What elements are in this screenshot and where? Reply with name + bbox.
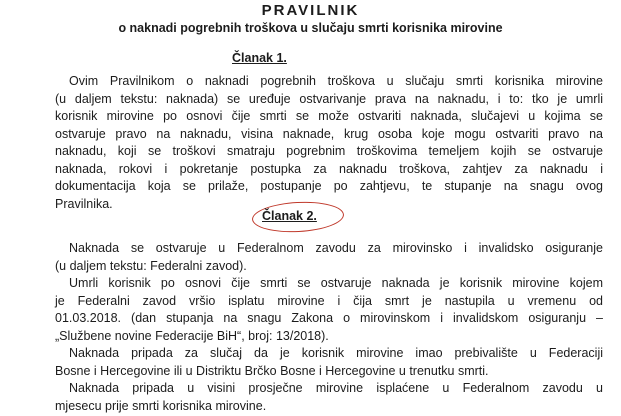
article-1-line: Pravilnika. bbox=[55, 196, 113, 211]
article-2-line: je Federalni zavod vršio isplatu mirovine i čija smrt je nastupila u vremenu od bbox=[55, 293, 603, 308]
article-2-line: (u daljem tekstu: Federalni zavod). bbox=[55, 258, 247, 273]
article-2-line: Naknada pripada u visini prosječne mirovine isplaćene u Federalnom zavodu u bbox=[69, 381, 603, 395]
article-2-heading: Članak 2. bbox=[262, 209, 317, 223]
article-2-paragraph bbox=[55, 240, 603, 415]
article-2-line: Naknada pripada za slučaj da je korisnik mirovine imao prebivalište u Federaciji bbox=[69, 346, 603, 360]
article-2-heading-wrap bbox=[262, 209, 317, 223]
document-subtitle: o naknadi pogrebnih troškova u slučaju smrti korisnika mirovine bbox=[118, 21, 503, 35]
article-2-line: Naknada se ostvaruje u Federalnom zavodu za mirovinsko i invalidsko osiguranje bbox=[69, 241, 603, 255]
article-1-line: dokumentacija koja se prilaže, postupanje po zahtjevu, te stupanje na snagu ovog bbox=[55, 179, 603, 193]
article-1-paragraph bbox=[55, 73, 603, 213]
document-title: PRAVILNIK bbox=[261, 2, 360, 19]
article-2-line: Bosne i Hercegovine ili u Distriktu Brčko Bosne i Hercegovine u trenutku smrti. bbox=[55, 363, 489, 378]
article-1-heading: Članak 1. bbox=[232, 51, 287, 65]
article-2-line: „Službene novine Federacije BiH“, broj: 13/2018). bbox=[55, 328, 329, 343]
article-1-line: (u daljem tekstu: naknada) se uređuje ostvarivanje prava na naknadu, i to: tko je umrli bbox=[55, 91, 603, 106]
article-2-line: 01.03.2018. (dan stupanja na snagu Zakona o mirovinskom i invalidskom osiguranju – bbox=[55, 311, 603, 325]
article-1-line: ostvaruje pravo na naknadu, visina naknade, krug osoba koje mogu ostvariti pravo na bbox=[55, 126, 603, 141]
article-2-line: mjesecu prije smrti korisnika mirovine. bbox=[55, 398, 267, 413]
article-1-line: Ovim Pravilnikom o naknadi pogrebnih troškova u slučaju smrti korisnika mirovine bbox=[69, 74, 603, 88]
article-1-line: naknadu, koji se troškovi smatraju pogrebnim troškovima temeljem kojih se ostvaruje bbox=[55, 144, 603, 158]
article-2-line: Umrli korisnik po osnovi čije smrti se ostvaruje naknada je korisnik mirovine kojem bbox=[69, 276, 603, 290]
article-1-line: naknada, rokovi i pokretanje postupka za naknadu troškova, zahtjev za naknadu i bbox=[55, 161, 603, 176]
article-1-line: korisnik mirovine po osnovi čije smrti se može ostvariti naknada, slučajevi u kojima se bbox=[55, 109, 603, 123]
